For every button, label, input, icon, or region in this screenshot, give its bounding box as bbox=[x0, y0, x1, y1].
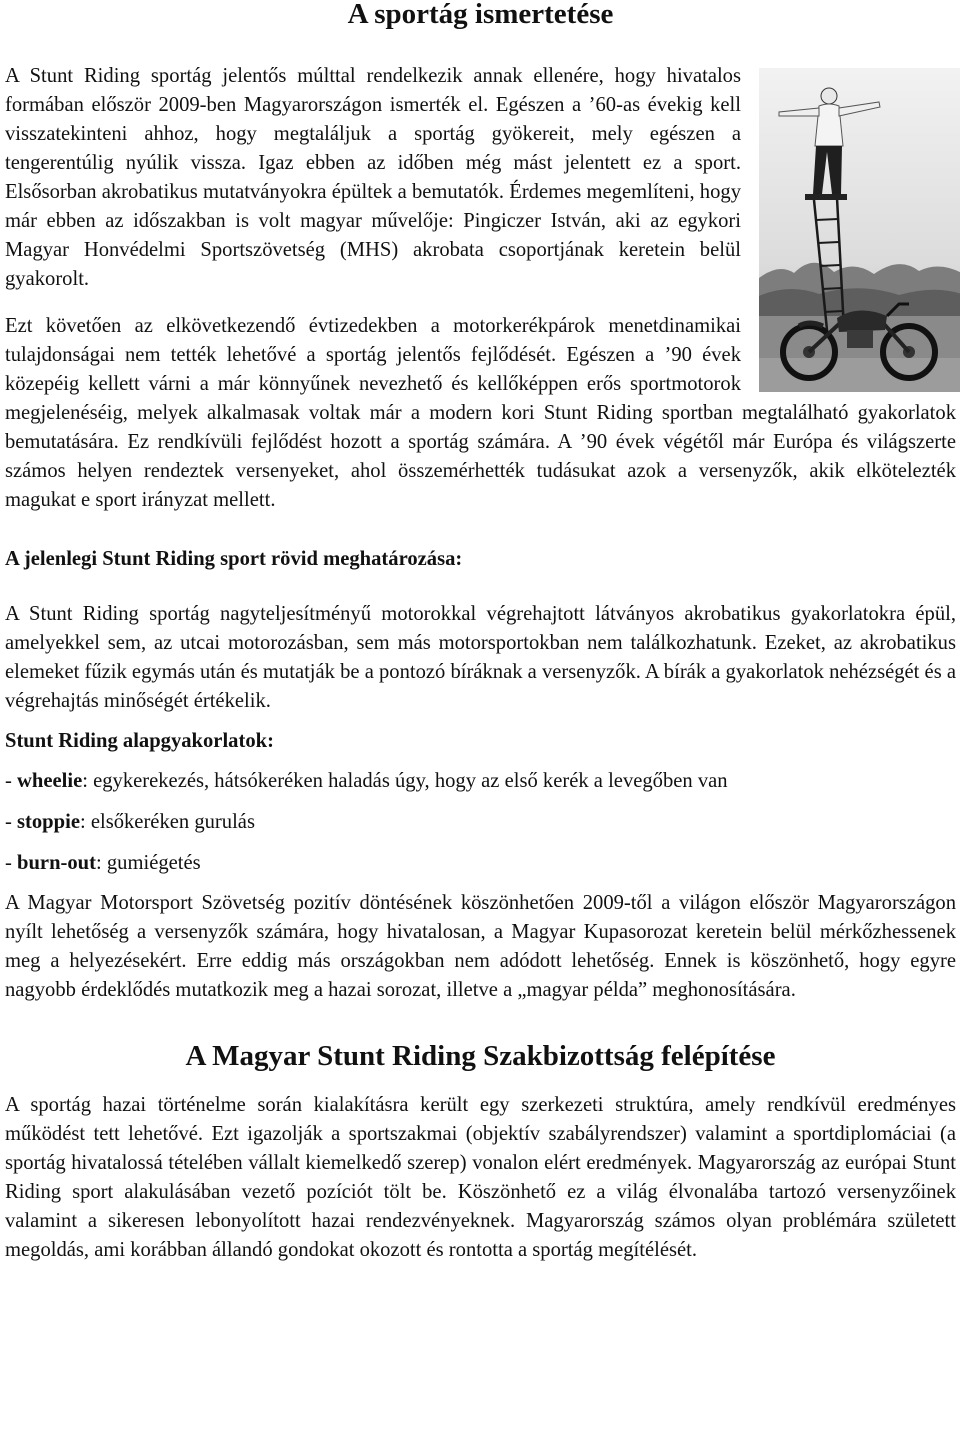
stunt-acrobat-photo bbox=[759, 68, 960, 392]
historic-photo bbox=[759, 68, 960, 392]
list-dash: - bbox=[5, 852, 18, 874]
basics-closing-paragraph: A Magyar Motorsport Szövetség pozitív döntésének köszönhetően 2009-től a világon először Magyarországon nyílt lehetőség a versenyzők számára, hogy hivatalosan, a Magyar Kupasorozat keretein belül mérkőzhessenek meg a helyezésekért. Erre eddig más országokban nem adódott lehetőség. Ennek is köszönhető, hogy egyre nagyobb érdeklődés mutatkozik meg a hazai sorozat, illetve a „magyar példa” meghonosítására. bbox=[5, 892, 956, 1001]
term-stoppie: stoppie bbox=[17, 811, 80, 833]
term-description: : elsőkeréken gurulás bbox=[79, 811, 255, 833]
list-item bbox=[5, 807, 956, 838]
basics-heading: Stunt Riding alapgyakorlatok: bbox=[5, 730, 274, 752]
intro-paragraph-1: A Stunt Riding sportág jelentős múlttal rendelkezik annak ellenére, hogy hivatalos formában először 2009-ben Magyarországon ismerték el. Egészen a ’60-as évekig kell visszatekinteni ahhoz, hogy megtaláljuk a sportág gyökereit, mely egészen a tengerentúlig nyúlik vissza. Igaz ebben az időben még mást jelentett ez a sport. Elsősorban akrobatikus mutatványokra épültek a bemutatók. Érdemes megemlíteni, hogy már ebben az időszakban is volt magyar művelője: Pingiczer István, aki az egykori Magyar Honvédelmi Sportszövetség (MHS) akrobata csoportjának keretein belül gyakorolt. bbox=[5, 65, 741, 290]
definition-text: A Stunt Riding sportág nagyteljesítményű motorokkal végrehajtott látványos akrobatikus gyakorlatokra épül, amelyekkel sem, az utcai motorozásban, sem más motorsportokban nem találkozhatunk. Ezeket, az akrobatikus elemeket fűzik egymás után és mutatják be a pontozó bíráknak a versenyzők. A bírák a gyakorlatok nehézségét és a végrehajtás minőségét értékelik. bbox=[5, 603, 956, 712]
term-wheelie: wheelie bbox=[17, 770, 83, 792]
intro-paragraph-2: Ezt követően az elkövetkezendő évtizedekben a motorkerékpárok menetdinamikai tulajdonságai nem tették lehetővé a sportág jelentős fejlődését. Egészen a ’90 évek közepéig kellett várni a már könnyűnek nevezhető és kellőképpen erős sportmotorok megjelenéséig, melyek alkalmasak voltak már a modern kori Stunt Riding sportban megtalálható gyakorlatok bemutatására. Ez rendkívüli fejlődést hozott a sportág számára. A ’90 évek végétől már Európa és világszerte számos helyen rendeztek versenyeket, ahol összemérhették tudásukat azok a versenyzők, akik elkötelezték magukat e sport irányzat mellett. bbox=[5, 315, 956, 511]
list-dash: - bbox=[5, 811, 18, 833]
term-description: : egykerekezés, hátsókeréken haladás úgy, hogy az első kerék a levegőben van bbox=[82, 770, 728, 792]
list-dash: - bbox=[5, 770, 18, 792]
basics-list bbox=[5, 766, 956, 879]
term-burn-out: burn-out bbox=[17, 852, 96, 874]
section-paragraph: A sportág hazai történelme során kialakításra került egy szerkezeti struktúra, amely rendkívül eredményes működést tett lehetővé. Ezt igazolják a sportszakmai (objektív szabályrendszer) valamint a sportdiplomáciai (a sportág hivatalossá tételében vállalt kiemelkedő szerep) vonalon elért eredmények. Magyarország az európai Stunt Riding sport alakulásában vezető pozíciót tölt be. Köszönhető ez a világ élvonalába tartozó versenyzőinek valamint a sikeresen lebonyolított hazai rendezvényeknek. Magyarország számos olyan problémára született megoldás, ami korábban állandó gondokat okozott és rontotta a sportág megítélését. bbox=[5, 1094, 956, 1261]
list-item bbox=[5, 848, 956, 879]
definition-heading: A jelenlegi Stunt Riding sport rövid meghatározása: bbox=[5, 548, 463, 570]
document-page bbox=[5, 0, 956, 1265]
list-item bbox=[5, 766, 956, 797]
section-title: A Magyar Stunt Riding Szakbizottság felépítése bbox=[185, 1040, 776, 1072]
page-title: A sportág ismertetése bbox=[347, 0, 614, 30]
term-description: : gumiégetés bbox=[95, 852, 201, 874]
